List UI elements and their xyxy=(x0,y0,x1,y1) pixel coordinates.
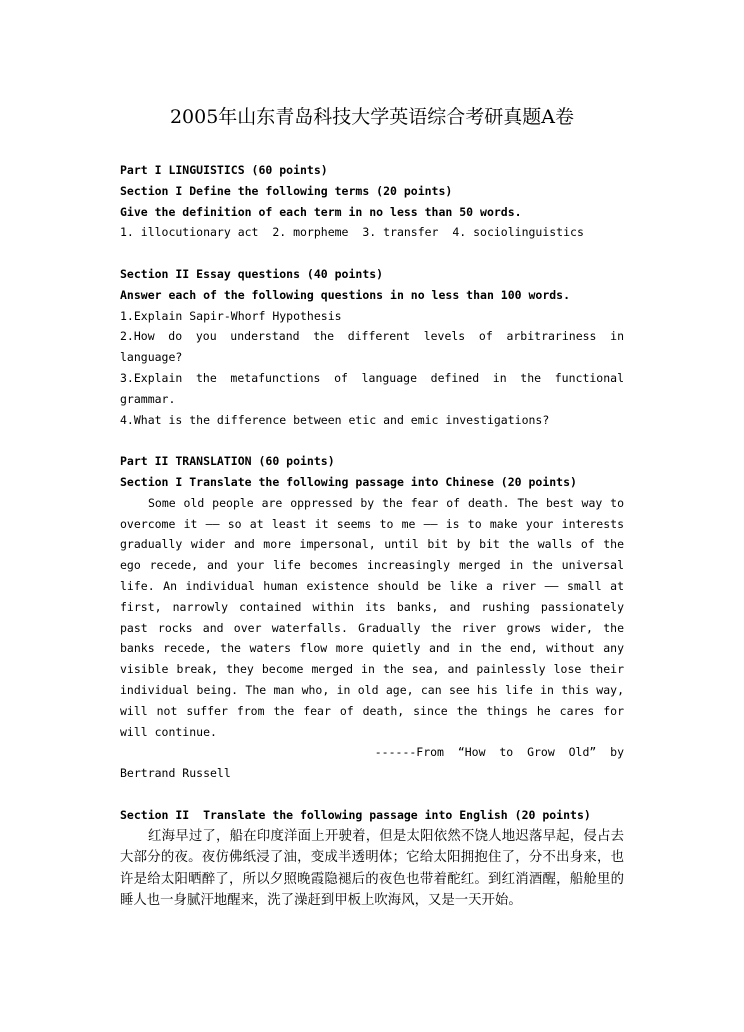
english-passage: Some old people are oppressed by the fear of death. The best way to overcome it —— so at least it seems to me —— is to make your interests gradually wider and more impersonal, until bit by bit the walls of the ego recede, and your life becomes increasingly merged in the universal life. An individual human existence should be like a river —— small at first, narrowly contained within its banks, and rushing passionately past rocks and over waterfalls. Gradually the river grows wider, the banks recede, the waters flow more quietly and in the end, without any visible break, they become merged in the sea, and painlessly lose their individual being. The man who, in old age, can see his life in this way, will not suffer from the fear of death, since the things he cares for will continue. xyxy=(120,495,631,739)
chinese-passage: 红海早过了，船在印度洋面上开驶着，但是太阳依然不饶人地迟落早起，侵占去大部分的夜。夜仿佛纸浸了油，变成半透明体；它给太阳拥抱住了，分不出身来，也许是给太阳晒醉了，所以夕照晚霞隐褪后的夜色也带着酡红。到红消酒醒，船舱里的睡人也一身腻汗地醒来，洗了澡赶到甲板上吹海风，又是一天开始。 xyxy=(120,828,624,908)
part1-section1-heading: Section I Define the following terms (20 points) xyxy=(120,183,453,198)
page-title: 2005年山东青岛科技大学英语综合考研真题A卷 xyxy=(169,106,575,128)
part2-heading: Part II TRANSLATION (60 points) xyxy=(120,454,335,469)
question-1: 1.Explain Sapir-Whorf Hypothesis xyxy=(120,308,342,323)
spacer xyxy=(120,784,624,805)
source-attribution: ------From “How to Grow Old” by xyxy=(374,745,624,760)
part1-section2-instruction: Answer each of the following questions in no less than 100 words. xyxy=(120,287,571,302)
part2-section1-heading: Section I Translate the following passage into Chinese (20 points) xyxy=(120,474,577,489)
part1-section1-instruction: Give the definition of each term in no less than 50 words. xyxy=(120,204,522,219)
spacer xyxy=(120,243,624,264)
part1-section2-heading: Section II Essay questions (40 points) xyxy=(120,266,384,281)
part1-heading: Part I LINGUISTICS (60 points) xyxy=(120,163,328,177)
question-3: 3.Explain the metafunctions of language defined in the functional grammar. xyxy=(120,370,631,406)
exam-document xyxy=(120,100,631,912)
question-4: 4.What is the difference between etic and emic investigations? xyxy=(120,412,550,427)
spacer xyxy=(120,430,624,451)
source-author: Bertrand Russell xyxy=(120,766,231,781)
question-2: 2.How do you understand the different levels of arbitrariness in language? xyxy=(120,329,631,365)
part2-section2-heading: Section II Translate the following passage into English (20 points) xyxy=(120,807,591,822)
terms-list: 1. illocutionary act 2. morpheme 3. transfer 4. sociolinguistics xyxy=(120,225,584,240)
